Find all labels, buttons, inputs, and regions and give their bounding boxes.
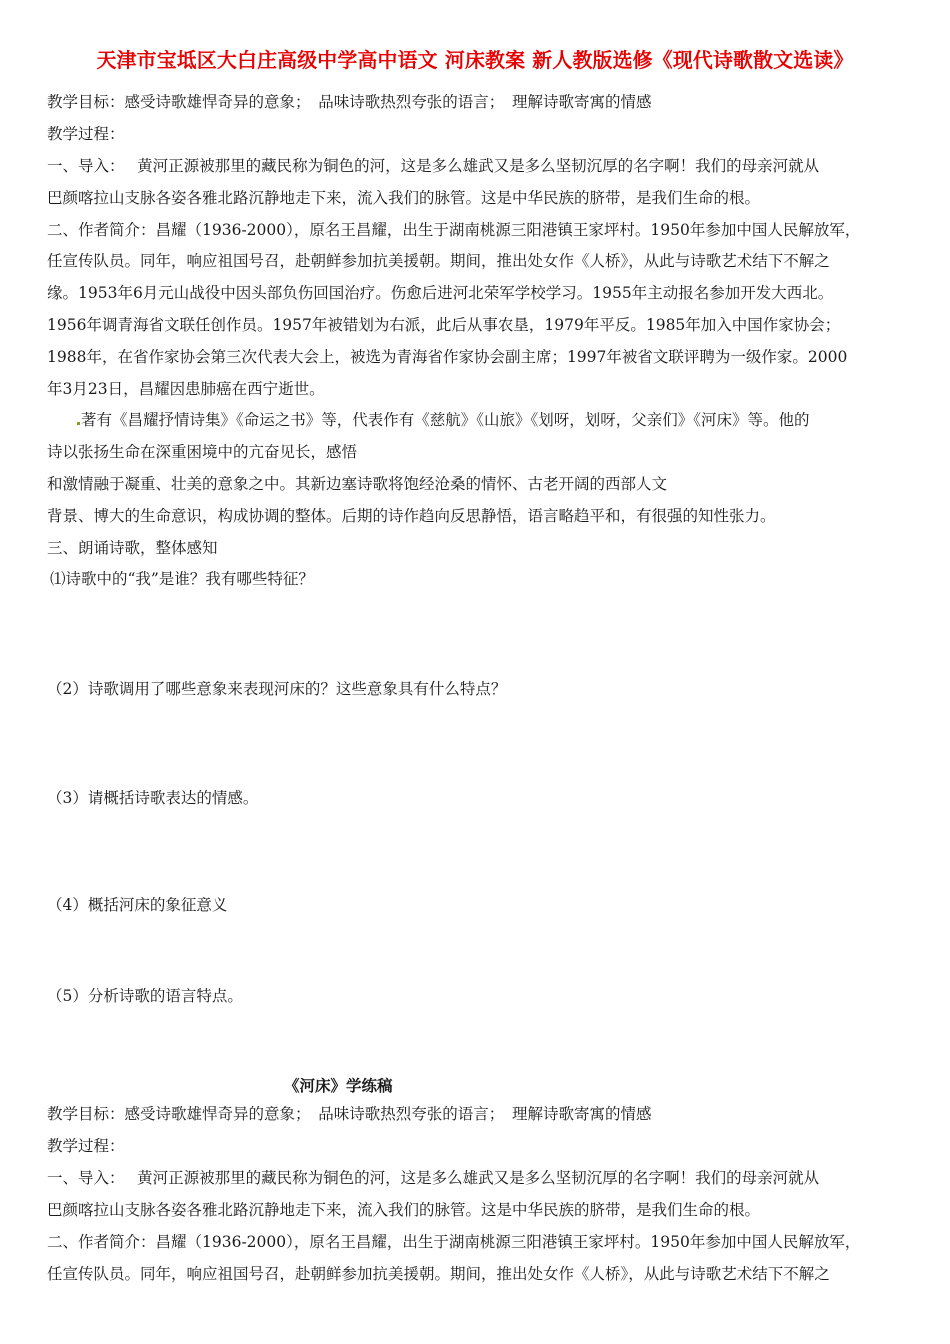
author-paragraph-line: 年3月23日，昌耀因患肺癌在西宁逝世。	[47, 380, 325, 398]
document-title: 天津市宝坻区大白庄高级中学高中语文 河床教案 新人教版选修《现代诗歌散文选读》	[96, 48, 854, 72]
worksheet-heading: 《河床》学练稿	[284, 1076, 393, 1095]
question-2: （2）诗歌调用了哪些意象来表现河床的？这些意象具有什么特点？	[47, 680, 507, 698]
question-3: （3）请概括诗歌表达的情感。	[47, 789, 259, 807]
author-paragraph-line: 1956年调青海省文联任创作员。1957年被错划为右派，此后从事农垦，1979年平反。1985年加入中国作家协会；	[47, 316, 841, 334]
section-heading: 三、朗诵诗歌，整体感知	[47, 539, 218, 557]
teaching-objectives: 教学目标：感受诗歌雄悍奇异的意象； 品味诗歌热烈夸张的语言； 理解诗歌寄寓的情感	[47, 93, 652, 111]
intro-paragraph-line: 一、导入： 黄河正源被那里的藏民称为铜色的河，这是多么雄武又是多么坚韧沉厚的名字啊！我们的母亲河就从	[47, 1169, 820, 1187]
works-paragraph-line: 背景、博大的生命意识，构成协调的整体。后期的诗作趋向反思静悟，语言略趋平和，有很强的知性张力。	[47, 507, 776, 525]
intro-paragraph-line: 巴颜喀拉山支脉各姿各雅北路沉静地走下来，流入我们的脉管。这是中华民族的脐带，是我们生命的根。	[47, 1201, 761, 1219]
teaching-process-label: 教学过程：	[47, 1137, 125, 1155]
intro-paragraph-line: 一、导入： 黄河正源被那里的藏民称为铜色的河，这是多么雄武又是多么坚韧沉厚的名字啊！我们的母亲河就从	[47, 157, 820, 175]
teaching-process-label: 教学过程：	[47, 125, 125, 143]
teaching-objectives: 教学目标：感受诗歌雄悍奇异的意象； 品味诗歌热烈夸张的语言； 理解诗歌寄寓的情感	[47, 1105, 652, 1123]
author-paragraph-line: 二、作者简介：昌耀（1936-2000），原名王昌耀，出生于湖南桃源三阳港镇王家坪村。1950年参加中国人民解放军，	[47, 221, 861, 239]
author-paragraph-line: 任宣传队员。同年，响应祖国号召，赴朝鲜参加抗美援朝。期间，推出处女作《人桥》，从此与诗歌艺术结下不解之	[47, 252, 830, 270]
works-paragraph-line: 诗以张扬生命在深重困境中的亢奋见长，感悟	[47, 443, 358, 461]
author-paragraph-line: 缘。1953年6月元山战役中因头部负伤回国治疗。伤愈后进河北荣军学校学习。1955年主动报名参加开发大西北。	[47, 284, 834, 302]
author-paragraph-line: 二、作者简介：昌耀（1936-2000），原名王昌耀，出生于湖南桃源三阳港镇王家坪村。1950年参加中国人民解放军，	[47, 1233, 861, 1251]
question-1: ⑴诗歌中的“我”是谁？我有哪些特征？	[50, 570, 314, 588]
author-paragraph-line: 1988年，在省作家协会第三次代表大会上，被选为青海省作家协会副主席；1997年被省文联评聘为一级作家。2000	[47, 348, 848, 366]
works-paragraph-line: 和激情融于凝重、壮美的意象之中。其新边塞诗歌将饱经沧桑的情怀、古老开阔的西部人文	[47, 475, 668, 493]
question-4: （4）概括河床的象征意义	[47, 896, 228, 914]
author-paragraph-line: 任宣传队员。同年，响应祖国号召，赴朝鲜参加抗美援朝。期间，推出处女作《人桥》，从此与诗歌艺术结下不解之	[47, 1265, 830, 1283]
intro-paragraph-line: 巴颜喀拉山支脉各姿各雅北路沉静地走下来，流入我们的脉管。这是中华民族的脐带，是我们生命的根。	[47, 189, 761, 207]
stray-mark	[77, 422, 80, 425]
works-paragraph-line: 著有《昌耀抒情诗集》《命运之书》等，代表作有《慈航》《山旅》《划呀，划呀，父亲们》《河床》等。他的	[77, 410, 810, 430]
question-5: （5）分析诗歌的语言特点。	[47, 987, 243, 1005]
